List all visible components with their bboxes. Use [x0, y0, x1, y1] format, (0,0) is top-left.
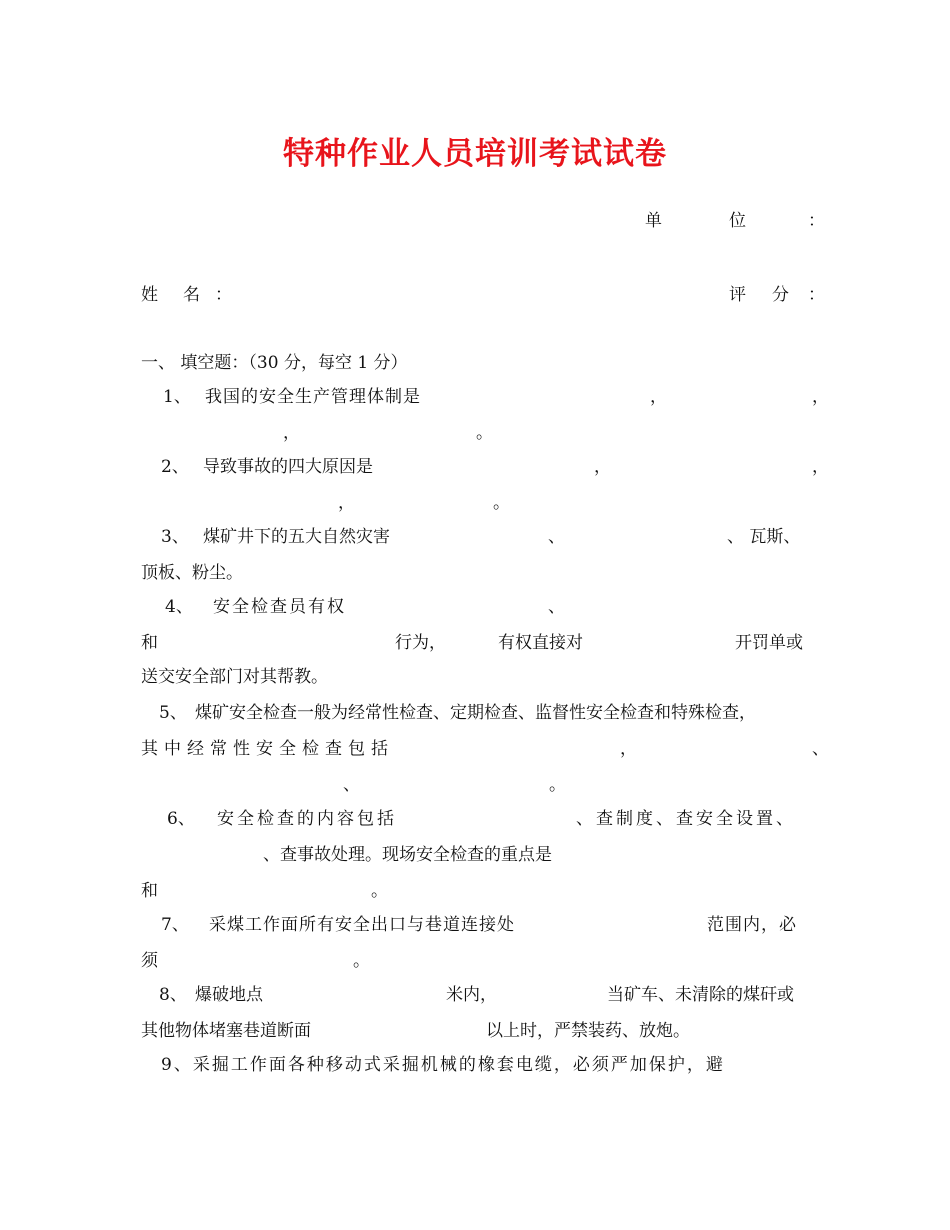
q2-comma: ， — [812, 457, 829, 477]
q3-number: 3、 — [161, 527, 189, 547]
q1-comma: ， — [812, 387, 829, 407]
q5-line2: 其中经常性安全检查包括 — [141, 739, 394, 759]
q4-fine: 开罚单或 — [735, 633, 803, 653]
q1-period: 。 — [476, 423, 493, 443]
score-label-char1: 评 — [729, 285, 746, 305]
q2-period: 。 — [493, 493, 510, 513]
q4-number: 4、 — [165, 597, 193, 617]
q7-text: 采煤工作面所有安全出口与巷道连接处 — [209, 915, 515, 935]
q8-text: 爆破地点 — [195, 985, 263, 1005]
q4-direct: 有权直接对 — [498, 633, 583, 653]
q4-text: 安全检查员有权 — [213, 597, 346, 617]
q3-separator: 、 — [548, 527, 565, 547]
unit-colon: ： — [808, 211, 825, 231]
q5-number: 5、 — [159, 703, 187, 723]
q5-text: 煤矿安全检查一般为经常性检查、定期检查、监督性安全检查和特殊检查， — [195, 703, 756, 723]
q5-period: 。 — [549, 775, 566, 795]
name-label-char1: 姓 — [141, 285, 158, 305]
name-colon: ： — [215, 285, 232, 305]
q7-range: 范围内，必 — [707, 915, 797, 935]
section-title: 一、 填空题：（30 分，每空 1 分） — [141, 353, 408, 373]
q1-comma: ， — [650, 387, 667, 407]
q3-text: 煤矿井下的五大自然灾害 — [203, 527, 390, 547]
q6-line2: 、查事故处理。现场安全检查的重点是 — [263, 845, 552, 865]
q4-and: 和 — [141, 633, 158, 653]
q5-separator: 、 — [343, 775, 360, 795]
q6-and: 和 — [141, 881, 158, 901]
q7-line2: 须 — [141, 951, 158, 971]
q9-text: 9、采掘工作面各种移动式采掘机械的橡套电缆，必须严加保护，避 — [161, 1055, 725, 1075]
q4-line3: 送交安全部门对其帮教。 — [141, 667, 328, 687]
q5-separator: 、 — [812, 739, 829, 759]
q3-line2: 顶板、粉尘。 — [141, 563, 243, 583]
q2-text: 导致事故的四大原因是 — [203, 457, 373, 477]
q7-number: 7、 — [161, 915, 189, 935]
q1-comma: ， — [283, 423, 300, 443]
unit-label-char1: 单 — [645, 211, 662, 231]
q2-number: 2、 — [161, 457, 189, 477]
q6-period: 。 — [371, 881, 388, 901]
q3-tail: 、 瓦斯、 — [727, 527, 801, 547]
q1-text: 我国的安全生产管理体制是 — [205, 387, 421, 407]
q4-separator: 、 — [548, 597, 565, 617]
q8-line2b: 以上时，严禁装药、放炮。 — [486, 1021, 690, 1041]
q8-meters: 米内， — [446, 985, 497, 1005]
score-colon: ： — [808, 285, 825, 305]
q4-action: 行为， — [395, 633, 446, 653]
q8-number: 8、 — [159, 985, 187, 1005]
unit-label-char2: 位 — [729, 211, 746, 231]
q6-middle: 、查制度、查安全设置、 — [576, 809, 796, 829]
q8-tail: 当矿车、未清除的煤矸或 — [607, 985, 794, 1005]
q7-period: 。 — [353, 951, 370, 971]
q1-number: 1、 — [163, 387, 191, 407]
score-label-char2: 分 — [772, 285, 789, 305]
q2-comma: ， — [594, 457, 611, 477]
name-label-char2: 名 — [183, 285, 200, 305]
q6-number: 6、 — [167, 809, 195, 829]
q8-line2: 其他物体堵塞巷道断面 — [141, 1021, 311, 1041]
page-title: 特种作业人员培训考试试卷 — [283, 136, 667, 172]
q5-comma: ， — [620, 739, 637, 759]
q6-text: 安全检查的内容包括 — [217, 809, 397, 829]
q2-comma: ， — [338, 493, 355, 513]
